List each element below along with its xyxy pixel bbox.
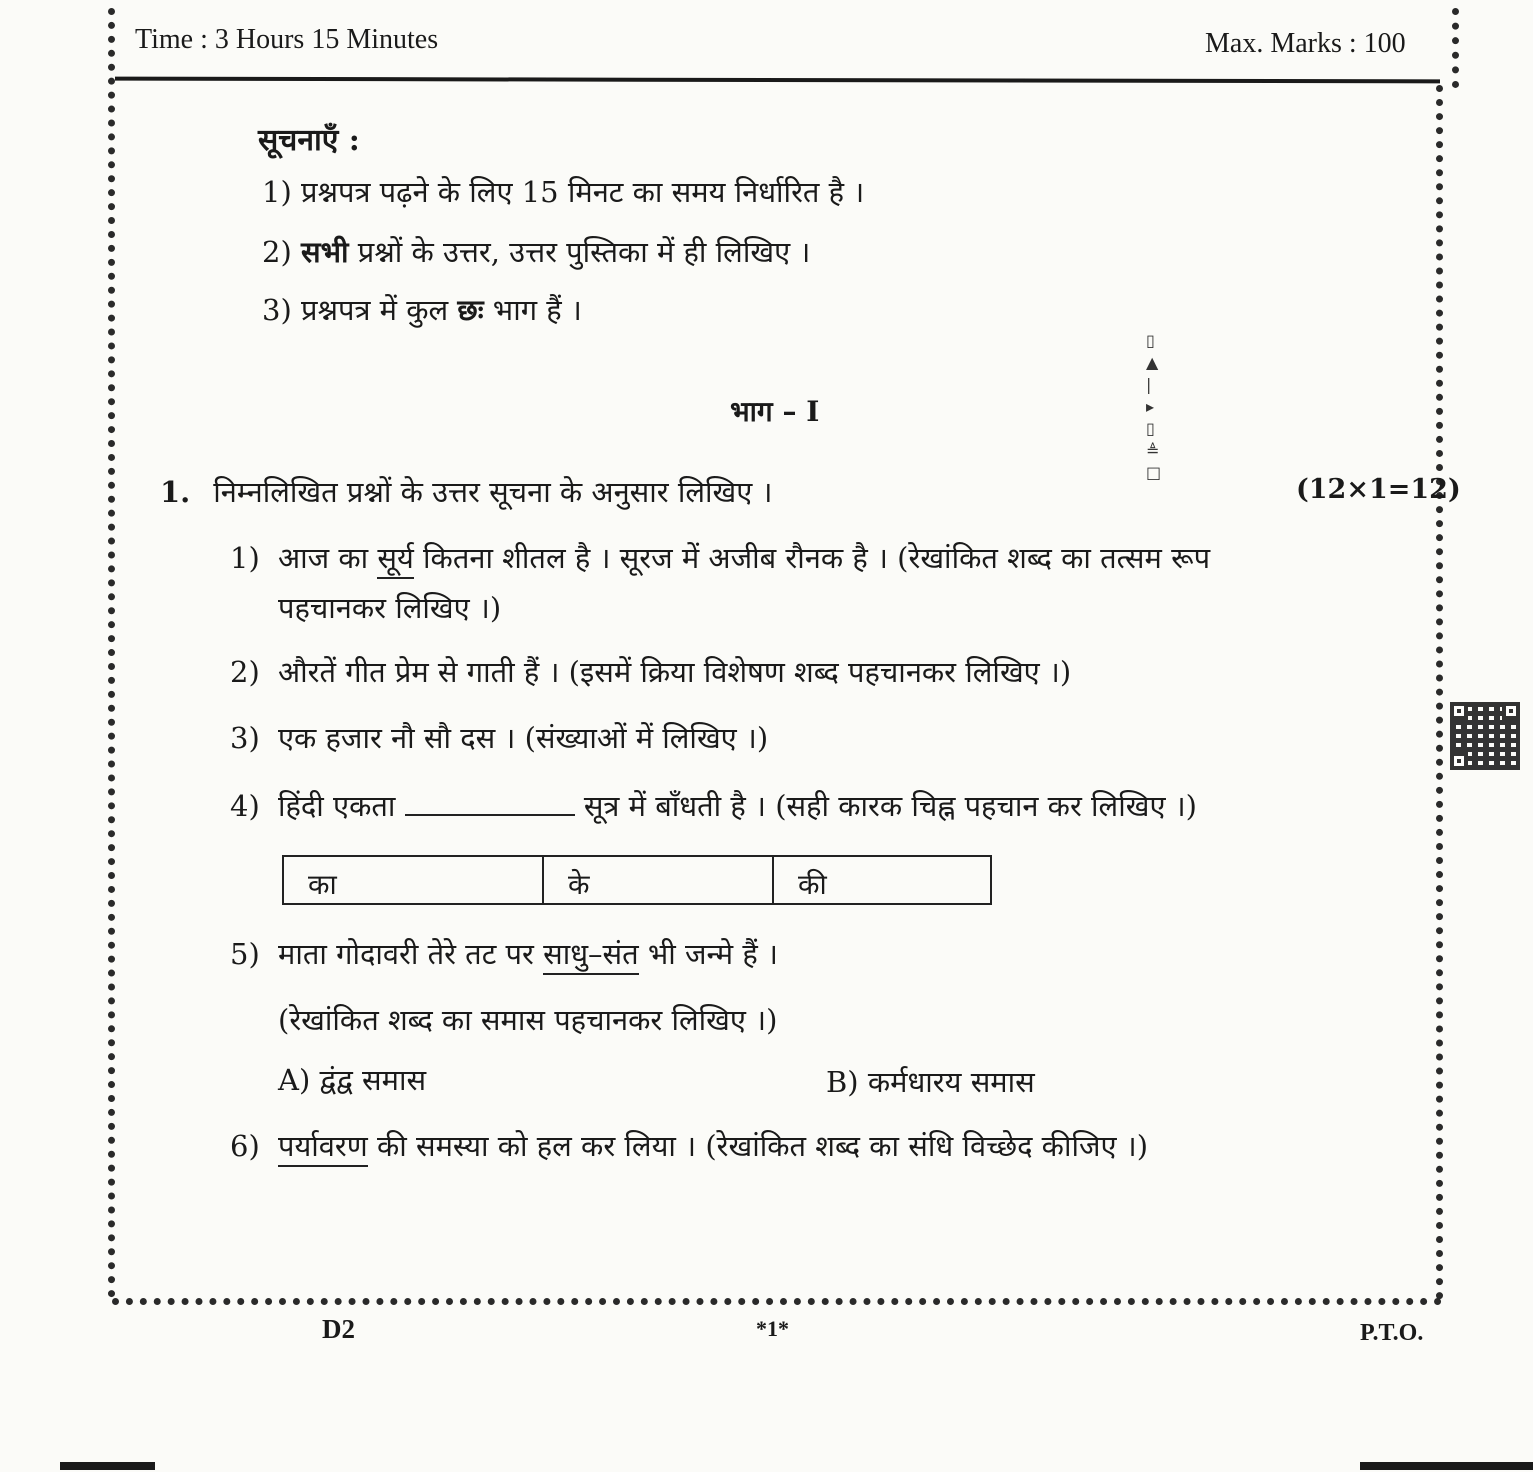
subquestion-5 — [230, 934, 778, 973]
underlined-word: साधु–संत — [543, 937, 639, 975]
subquestion-num: 6) — [230, 1129, 260, 1163]
subquestion-pre: माता गोदावरी तेरे तट पर — [278, 937, 544, 971]
max-marks-label: Max. Marks : 100 — [1205, 28, 1406, 59]
subquestion-5-line2: (रेखांकित शब्द का समास पहचानकर लिखिए ।) — [278, 1003, 778, 1037]
subquestion-2 — [230, 652, 1071, 691]
answer-blank — [405, 794, 575, 816]
right-dotted-border — [1436, 85, 1443, 1300]
instruction-text: प्रश्नपत्र पढ़ने के लिए 15 मिनट का समय निर्धारित है । — [300, 175, 865, 209]
scan-artifact-marks: ▯ ▲ | ▸ ▯ ≜ □ — [1146, 331, 1162, 482]
underlined-word: सूर्य — [377, 541, 413, 579]
instruction-text: प्रश्नों के उत्तर, उत्तर पुस्तिका में ही लिखिए । — [348, 235, 811, 269]
header-rule — [115, 77, 1440, 84]
option-cell: का — [284, 857, 544, 903]
subquestion-1 — [230, 538, 1410, 577]
question-text: निम्नलिखित प्रश्नों के उत्तर सूचना के अनुसार लिखिए । — [213, 475, 773, 509]
instruction-num: 2) — [262, 235, 292, 269]
option-cell: के — [544, 857, 774, 903]
subquestion-text: औरतें गीत प्रेम से गाती हैं । (इसमें क्रिया विशेषण शब्द पहचानकर लिखिए ।) — [278, 655, 1072, 689]
subquestion-num: 4) — [230, 789, 260, 823]
instructions-title: सूचनाएँ : — [258, 123, 360, 158]
instruction-bold: छः — [457, 293, 484, 327]
subquestion-6 — [230, 1126, 1148, 1165]
right-dotted-border-top — [1452, 8, 1459, 88]
subquestion-num: 5) — [230, 937, 260, 971]
paper-code: D2 — [322, 1314, 355, 1344]
instruction-num: 1) — [262, 175, 292, 209]
instruction-num: 3) — [262, 293, 292, 327]
instruction-item-1 — [262, 172, 864, 211]
option-a: A) द्वंद्व समास — [278, 1063, 427, 1097]
qr-code — [1450, 702, 1520, 770]
subquestion-post: सूत्र में बाँधती है । (सही कारक चिह्न पहचान कर लिखिए ।) — [583, 789, 1198, 823]
instruction-pre: प्रश्नपत्र में कुल — [300, 293, 458, 327]
instruction-item-3 — [262, 290, 582, 329]
scan-edge-right — [1360, 1462, 1533, 1470]
underlined-word: पर्यावरण — [278, 1129, 368, 1167]
subquestion-num: 2) — [230, 655, 260, 689]
option-cell: की — [798, 868, 827, 901]
subquestion-num: 3) — [230, 721, 260, 755]
page-number: *1* — [756, 1316, 789, 1341]
instruction-text: भाग हैं । — [483, 293, 582, 327]
left-dotted-border — [108, 8, 115, 1298]
time-label: Time : 3 Hours 15 Minutes — [135, 24, 439, 55]
subquestion-post: कितना शीतल है । सूरज में अजीब रौनक है । (रेखांकित शब्द का तत्सम रूप — [413, 541, 1211, 575]
scan-edge-left — [60, 1462, 155, 1470]
instruction-item-2 — [262, 232, 810, 271]
pto-label: P.T.O. — [1360, 1320, 1424, 1346]
subquestion-post: की समस्या को हल कर लिया । (रेखांकित शब्द का संधि विच्छेद कीजिए ।) — [367, 1129, 1149, 1163]
subquestion-1-line2: पहचानकर लिखिए ।) — [278, 591, 502, 625]
question-marks: (12×1=12) — [1296, 474, 1461, 505]
option-b: B) कर्मधारय समास — [826, 1065, 1035, 1099]
options-table — [282, 855, 992, 905]
bottom-dotted-border — [112, 1298, 1442, 1305]
subquestion-3 — [230, 718, 768, 757]
question-1 — [160, 472, 773, 511]
subquestion-post: भी जन्मे हैं । — [638, 937, 778, 971]
subquestion-pre: हिंदी एकता — [278, 789, 396, 823]
instruction-bold: सभी — [300, 235, 349, 269]
subquestion-4 — [230, 786, 1197, 825]
subquestion-text: एक हजार नौ सौ दस । (संख्याओं में लिखिए ।) — [278, 721, 769, 755]
question-num: 1. — [160, 475, 191, 509]
subquestion-pre: आज का — [278, 541, 378, 575]
section-title: भाग – I — [730, 395, 820, 428]
subquestion-num: 1) — [230, 541, 260, 575]
